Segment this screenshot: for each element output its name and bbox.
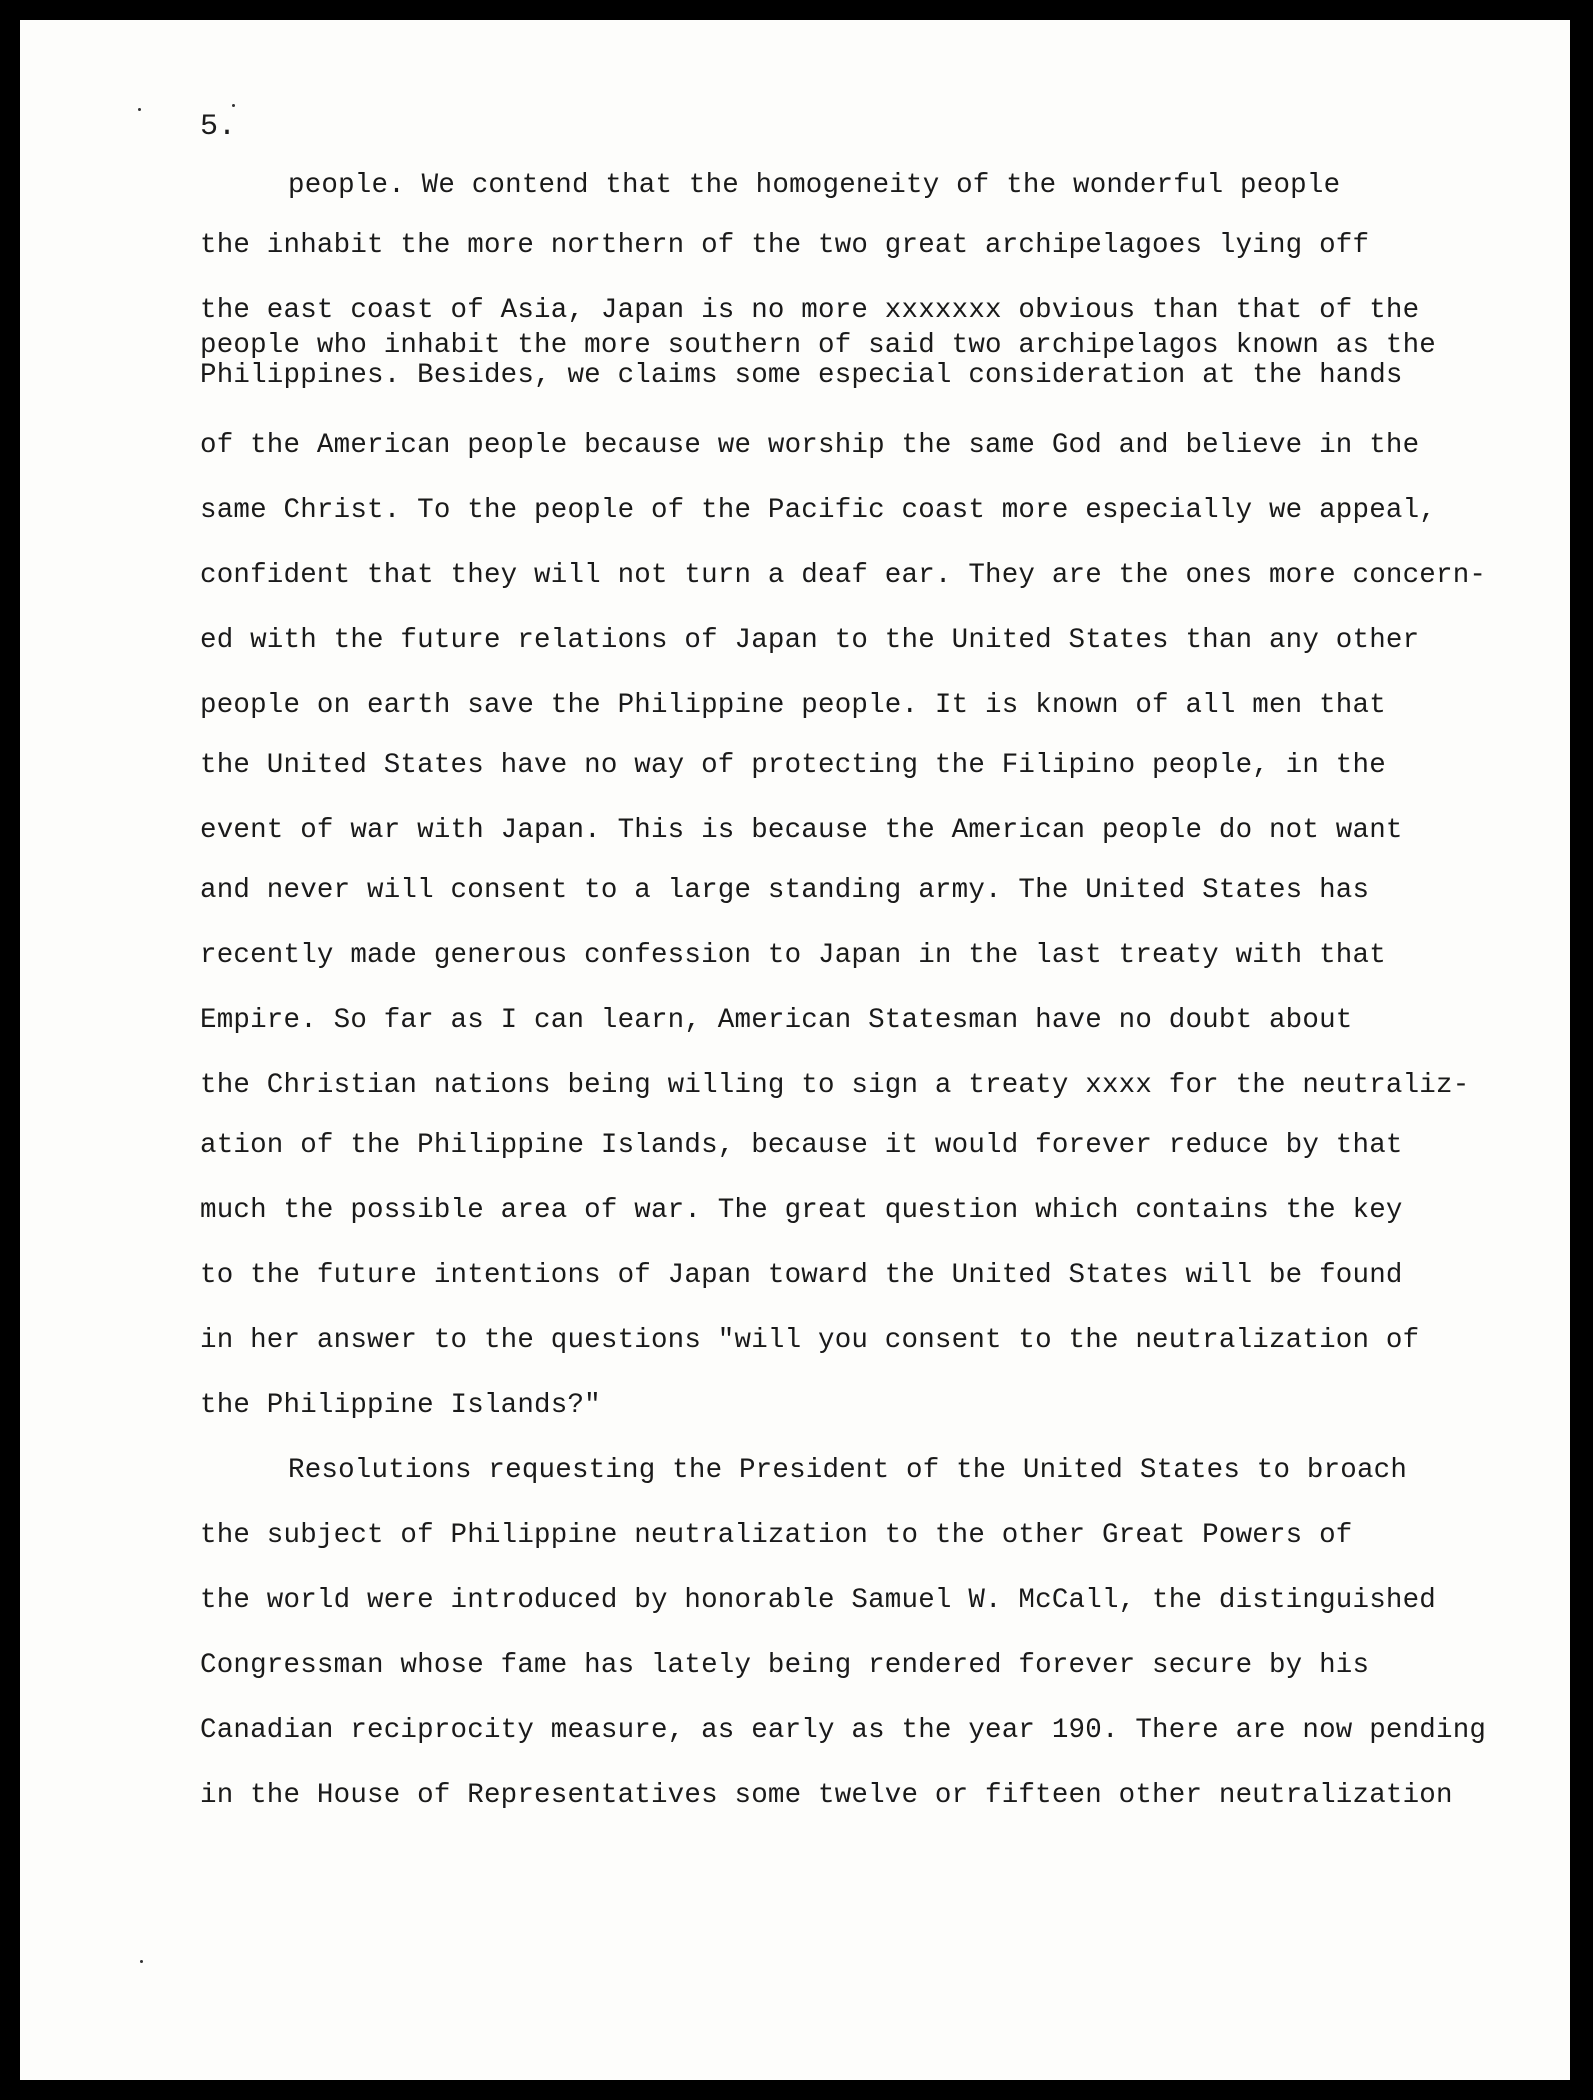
text-line: people on earth save the Philippine people. It is known of all men that xyxy=(200,690,1386,721)
text-line: ed with the future relations of Japan to the United States than any other xyxy=(200,625,1420,656)
scan-speck xyxy=(232,104,235,107)
text-line: ation of the Philippine Islands, because it would forever reduce by that xyxy=(200,1130,1403,1161)
text-line: the east coast of Asia, Japan is no more xxxxxxx obvious than that of the xyxy=(200,295,1420,326)
text-line: Resolutions requesting the President of the United States to broach xyxy=(288,1455,1408,1486)
text-line: people. We contend that the homogeneity of the wonderful people xyxy=(288,170,1341,201)
text-line: event of war with Japan. This is because the American people do not want xyxy=(200,815,1403,846)
text-line: in the House of Representatives some twelve or fifteen other neutralization xyxy=(200,1780,1453,1811)
text-line: Empire. So far as I can learn, American Statesman have no doubt about xyxy=(200,1005,1353,1036)
text-line: recently made generous confession to Japan in the last treaty with that xyxy=(200,940,1386,971)
scan-speck xyxy=(138,108,141,111)
text-line: and never will consent to a large standing army. The United States has xyxy=(200,875,1370,906)
text-line: much the possible area of war. The great question which contains the key xyxy=(200,1195,1403,1226)
text-line: same Christ. To the people of the Pacific coast more especially we appeal, xyxy=(200,495,1436,526)
text-line: confident that they will not turn a deaf ear. They are the ones more concern- xyxy=(200,560,1487,591)
text-line: the Christian nations being willing to sign a treaty xxxx for the neutraliz- xyxy=(200,1070,1470,1101)
scan-speck xyxy=(140,1960,143,1963)
text-line: the Philippine Islands?" xyxy=(200,1390,601,1421)
text-line: to the future intentions of Japan toward the United States will be found xyxy=(200,1260,1403,1291)
text-line: the subject of Philippine neutralization to the other Great Powers of xyxy=(200,1520,1353,1551)
text-line: Canadian reciprocity measure, as early as the year 190. There are now pending xyxy=(200,1715,1487,1746)
text-line: Philippines. Besides, we claims some especial consideration at the hands xyxy=(200,360,1403,391)
text-line: the inhabit the more northern of the two great archipelagoes lying off xyxy=(200,230,1370,261)
text-line: people who inhabit the more southern of said two archipelagos known as the xyxy=(200,330,1436,361)
text-line: the world were introduced by honorable Samuel W. McCall, the distinguished xyxy=(200,1585,1436,1616)
document-page xyxy=(20,20,1570,2080)
page-number: 5. xyxy=(200,110,237,144)
text-line: the United States have no way of protecting the Filipino people, in the xyxy=(200,750,1386,781)
text-line: Congressman whose fame has lately being rendered forever secure by his xyxy=(200,1650,1370,1681)
text-line: of the American people because we worship the same God and believe in the xyxy=(200,430,1420,461)
text-line: in her answer to the questions "will you consent to the neutralization of xyxy=(200,1325,1420,1356)
